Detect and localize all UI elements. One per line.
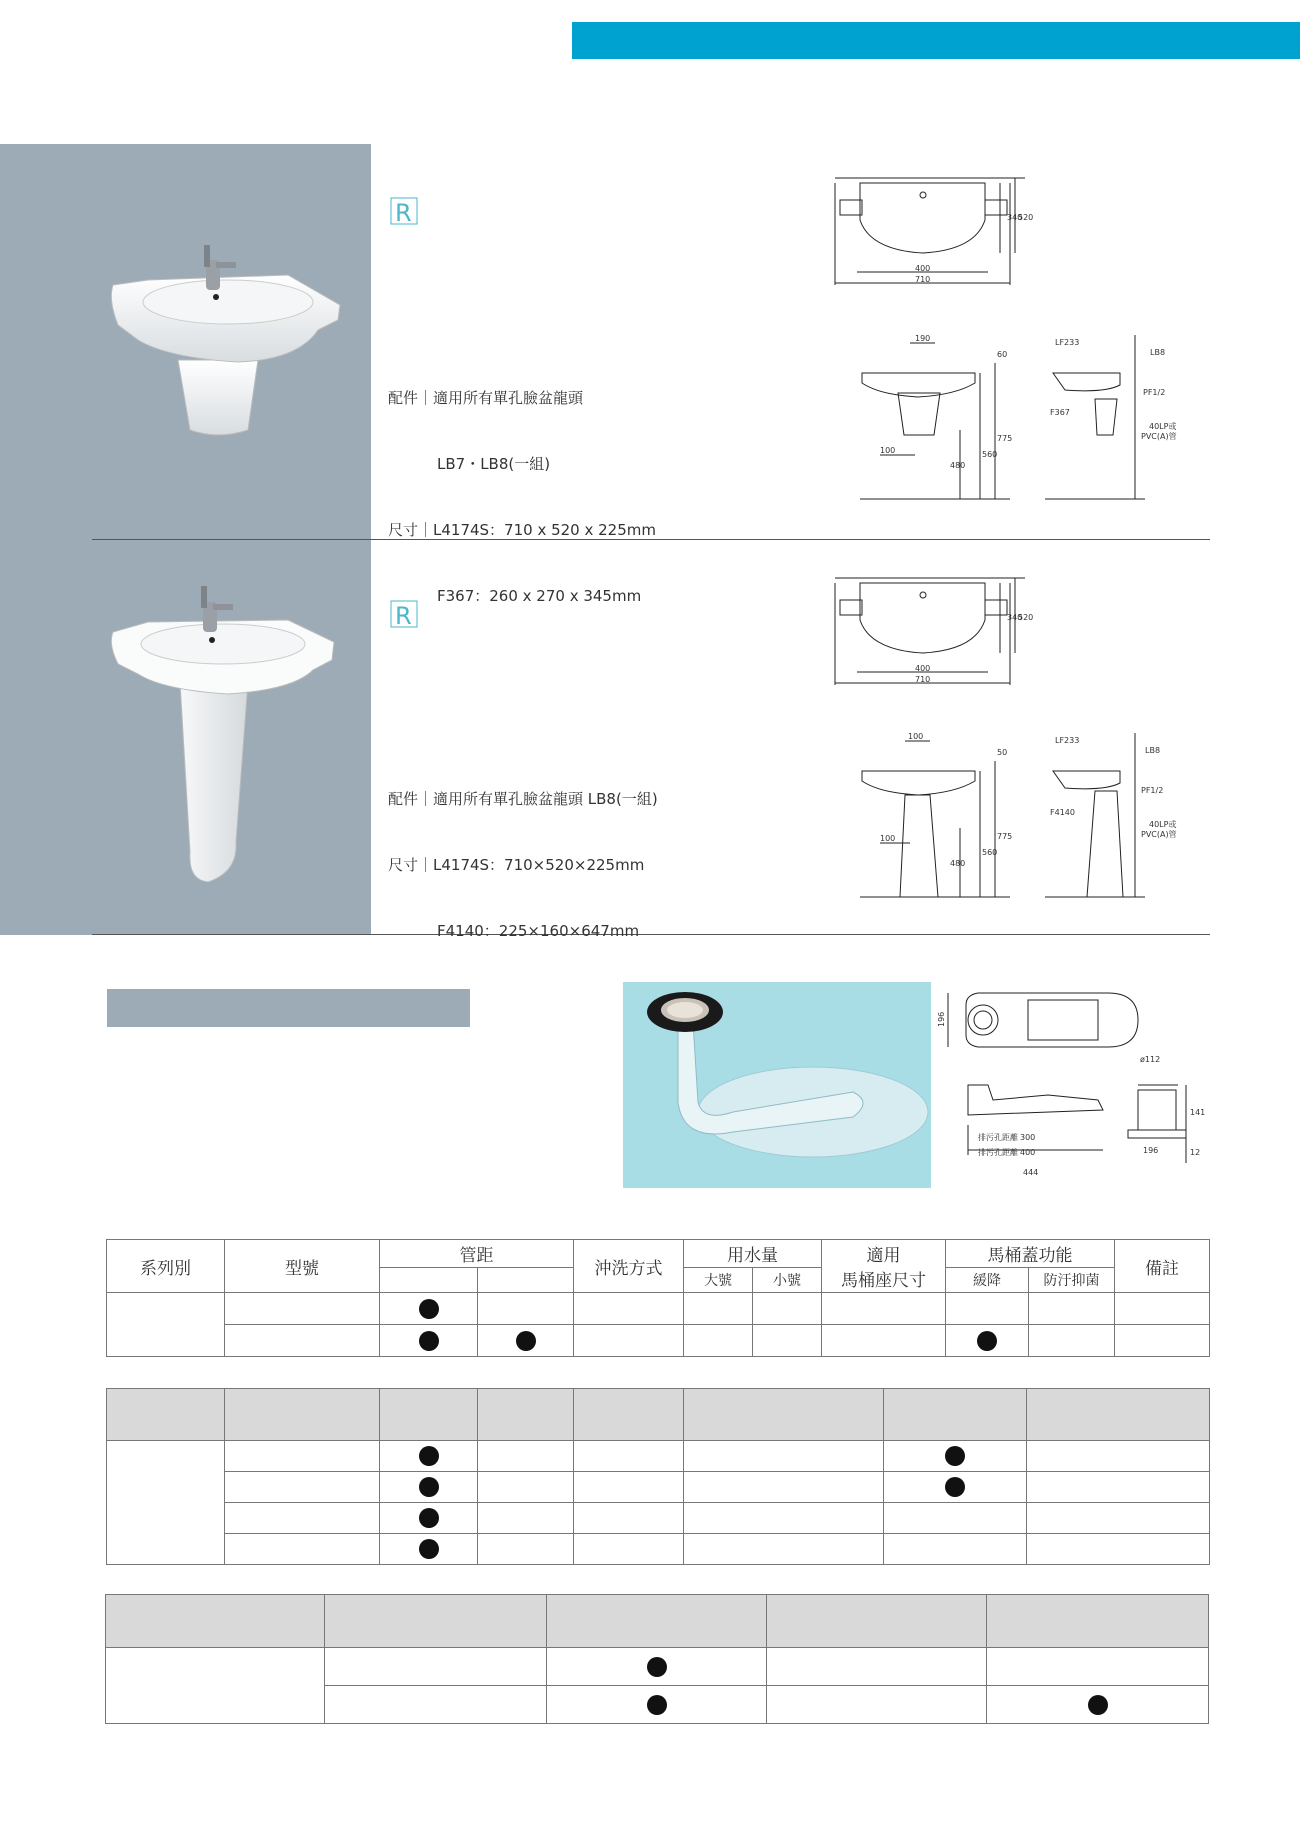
table-row — [107, 1293, 1210, 1325]
accessory-line-2: LB7・LB8(一組) — [437, 455, 551, 473]
dim: 190 — [915, 334, 931, 343]
basin-semi-pedestal-image — [108, 240, 348, 440]
label: 排污孔距離 — [978, 1133, 1018, 1142]
header-pipe-a — [380, 1268, 478, 1293]
series-cell — [106, 1648, 325, 1724]
dim: 50 — [997, 748, 1008, 757]
table-row — [107, 1534, 1210, 1565]
header-pipe-b — [478, 1268, 574, 1293]
drain-adapter-drawing — [937, 985, 1206, 1180]
check-dot — [647, 1657, 667, 1677]
check-dot — [647, 1695, 667, 1715]
series-cell — [107, 1441, 225, 1565]
dim: 775 — [997, 434, 1013, 443]
spec-table-1 — [106, 1239, 1210, 1357]
pipe-a-cell — [380, 1293, 478, 1325]
dim: 775 — [997, 832, 1013, 841]
header-note: 備註 — [1115, 1240, 1210, 1293]
product1-front-view-drawing — [860, 335, 1020, 505]
size-line: 尺寸｜L4174S：710 x 520 x 225mm — [388, 521, 656, 539]
header-water-big: 大號 — [684, 1268, 753, 1293]
r-mark-logo — [390, 197, 418, 231]
dim: 400 — [915, 664, 931, 673]
dim: 100 — [908, 732, 924, 741]
section-label-bar — [107, 989, 470, 1027]
check-dot — [945, 1446, 965, 1466]
label: LB8 — [1145, 746, 1161, 755]
label: F367 — [1050, 408, 1070, 417]
dim: 480 — [950, 859, 966, 868]
model-cell — [225, 1325, 380, 1357]
header-flush: 沖洗方式 — [574, 1240, 684, 1293]
series-cell — [107, 1293, 225, 1357]
table-row — [107, 1503, 1210, 1534]
product1-side-view-drawing — [1045, 335, 1195, 505]
product2-front-view-drawing — [860, 733, 1020, 903]
dim: 520 — [1018, 613, 1034, 622]
spec-table-2 — [106, 1388, 1210, 1565]
dim: ø112 — [1140, 1055, 1161, 1064]
check-dot — [419, 1477, 439, 1497]
header-lid: 馬桶蓋功能 — [946, 1240, 1115, 1268]
header-lid-anti: 防汙抑菌 — [1029, 1268, 1115, 1293]
dim: 444 — [1023, 1168, 1039, 1177]
check-dot — [419, 1508, 439, 1528]
header-water-small: 小號 — [753, 1268, 822, 1293]
label: F4140 — [1050, 808, 1075, 817]
dim: 560 — [982, 450, 998, 459]
svg-text:R: R — [395, 199, 412, 227]
size-line: 尺寸｜L4174S：710×520×225mm — [388, 856, 645, 874]
table-row — [106, 1648, 1209, 1686]
product2-side-view-drawing — [1045, 733, 1195, 903]
header-seat — [822, 1240, 946, 1293]
top-accent-bar — [572, 22, 1300, 59]
product1-specs — [388, 343, 656, 629]
model-cell — [225, 1293, 380, 1325]
dim: 196 — [1143, 1146, 1159, 1155]
check-dot — [977, 1331, 997, 1351]
header-lid-slow: 緩降 — [946, 1268, 1029, 1293]
table-row — [107, 1325, 1210, 1357]
label: 排污孔距離 — [978, 1148, 1018, 1157]
product2-specs — [388, 744, 658, 964]
product1-top-view-drawing — [835, 175, 1034, 295]
dim: 60 — [997, 350, 1008, 359]
label: PVC(A)管 — [1141, 830, 1177, 839]
check-dot — [945, 1477, 965, 1497]
label: LB8 — [1150, 348, 1166, 357]
product2-top-view-drawing — [835, 575, 1034, 695]
dim: 141 — [1190, 1108, 1206, 1117]
label: LF233 — [1055, 338, 1080, 347]
dim: 710 — [915, 275, 931, 284]
dim: 560 — [982, 848, 998, 857]
table-row — [107, 1441, 1210, 1472]
header-seat-line-1: 適用 — [866, 1246, 901, 1266]
check-dot — [419, 1446, 439, 1466]
dim: 196 — [937, 1011, 946, 1027]
header-pipe: 管距 — [380, 1240, 574, 1268]
table-row — [107, 1472, 1210, 1503]
dim: 520 — [1018, 213, 1034, 222]
spec-table-3 — [105, 1594, 1209, 1724]
basin-full-pedestal-image — [108, 582, 348, 882]
dim: 400 — [915, 264, 931, 273]
dim: 100 — [880, 446, 896, 455]
header-series: 系列別 — [107, 1240, 225, 1293]
dim: 480 — [950, 461, 966, 470]
dim: 12 — [1190, 1148, 1201, 1157]
lid-slow-cell — [946, 1293, 1029, 1325]
header-seat-line-2: 馬桶座尺寸 — [841, 1271, 926, 1291]
size-line-2: F4140：225×160×647mm — [437, 922, 640, 940]
drain-adapter-photo — [623, 982, 931, 1188]
dim: 100 — [880, 834, 896, 843]
label: PF1/2 — [1143, 388, 1166, 397]
dim: 710 — [915, 675, 931, 684]
accessory-line: 配件｜適用所有單孔臉盆龍頭 — [388, 389, 584, 407]
pipe-b-cell — [478, 1293, 574, 1325]
header-model: 型號 — [225, 1240, 380, 1293]
label: PF1/2 — [1141, 786, 1164, 795]
size-line-2: F367：260 x 270 x 345mm — [437, 587, 642, 605]
pipe-b-cell — [478, 1325, 574, 1357]
check-dot — [419, 1539, 439, 1559]
label: 40LP或 — [1149, 820, 1177, 829]
dim: 400 — [1020, 1148, 1036, 1157]
pipe-a-cell — [380, 1325, 478, 1357]
label: PVC(A)管 — [1141, 432, 1177, 441]
svg-text:R: R — [395, 602, 412, 630]
check-dot — [419, 1331, 439, 1351]
accessory-line: 配件｜適用所有單孔臉盆龍頭 LB8(一組) — [388, 790, 658, 808]
check-dot — [516, 1331, 536, 1351]
lid-slow-cell — [946, 1325, 1029, 1357]
check-dot — [419, 1299, 439, 1319]
dim: 340 — [1007, 613, 1023, 622]
label: 40LP或 — [1149, 422, 1177, 431]
dim: 300 — [1020, 1133, 1036, 1142]
check-dot — [1088, 1695, 1108, 1715]
dim: 340 — [1007, 213, 1023, 222]
header-water: 用水量 — [684, 1240, 822, 1268]
label: LF233 — [1055, 736, 1080, 745]
